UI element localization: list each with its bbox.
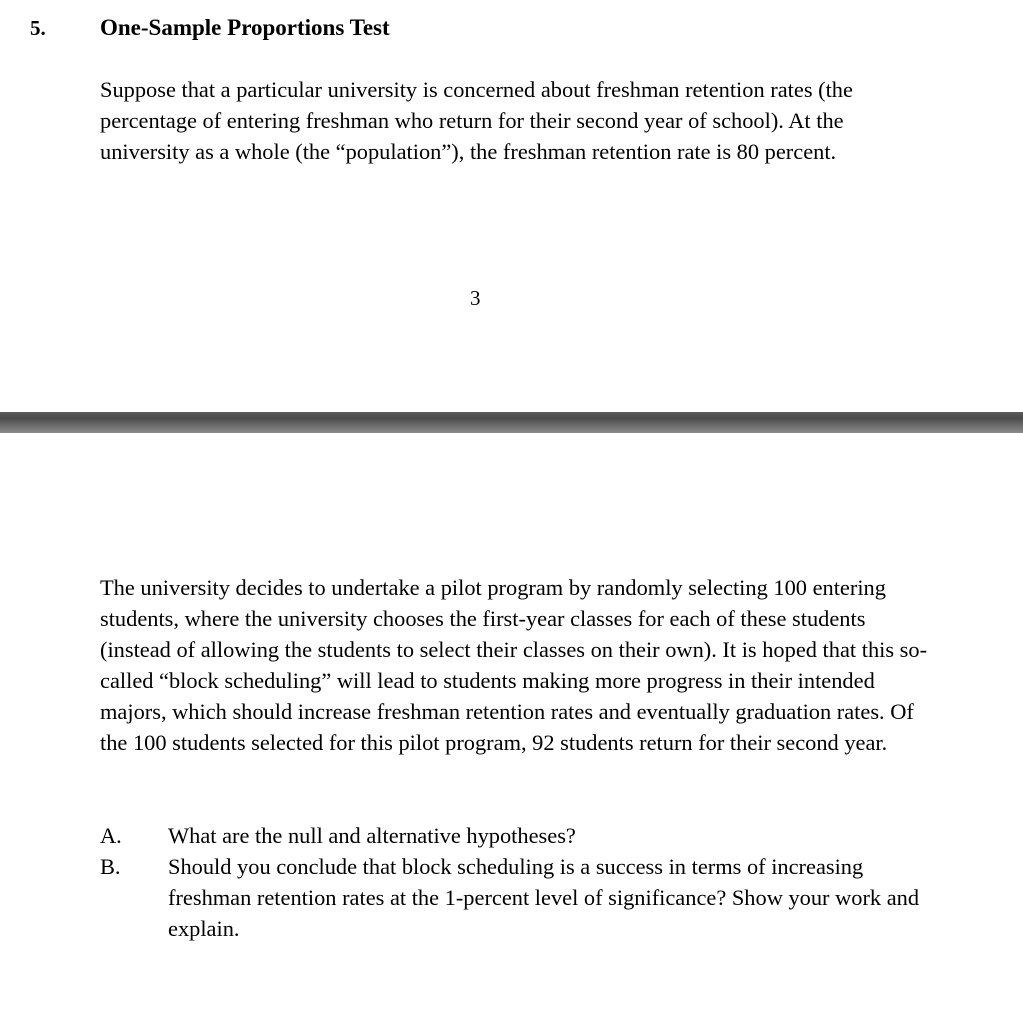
subquestion-a — [100, 820, 930, 851]
subquestion-text: What are the null and alternative hypotheses? — [168, 823, 576, 848]
subquestion-b — [100, 851, 930, 944]
page-break-divider — [0, 412, 1023, 433]
page-number: 3 — [470, 286, 481, 310]
question-number: 5. — [30, 16, 46, 40]
subquestion-text: Should you conclude that block scheduling is a success in terms of increasing freshman retention rates at the 1-percent level of significance? Show your work and explain. — [168, 854, 920, 941]
subquestion-label: B. — [100, 854, 121, 879]
scenario-paragraph: The university decides to undertake a pilot program by randomly selecting 100 entering students, where the university chooses the first-year classes for each of these students (instead of allowing the students to select their classes on their own). It is hoped that this so-called “block scheduling” will lead to students making more progress in their intended majors, which should increase freshman retention rates and eventually graduation rates. Of the 100 students selected for this pilot program, 92 students return for their second year. — [100, 575, 928, 755]
intro-paragraph: Suppose that a particular university is concerned about freshman retention rates (the percentage of entering freshman who return for their second year of school). At the university as a whole (the “population”), the freshman retention rate is 80 percent. — [100, 77, 853, 164]
subquestion-list — [100, 820, 930, 944]
subquestion-label: A. — [100, 823, 122, 848]
question-title: One-Sample Proportions Test — [100, 15, 390, 40]
